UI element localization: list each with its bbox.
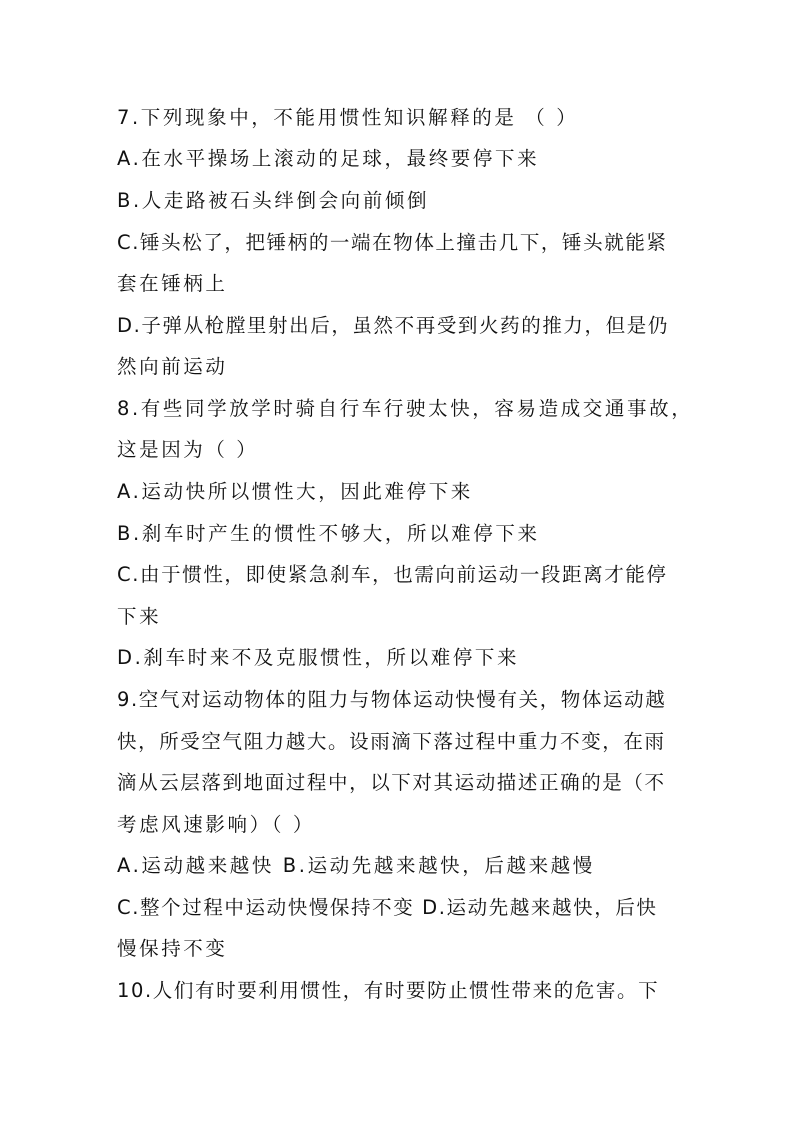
question-9-stem-line-3: 滴从云层落到地面过程中，以下对其运动描述正确的是（不: [117, 771, 666, 794]
question-7-option-d-cont: 然向前运动: [117, 355, 228, 378]
question-8-option-c: C.由于惯性，即使紧急刹车，也需向前运动一段距离才能停: [117, 563, 668, 586]
question-8-option-b: B.刹车时产生的惯性不够大，所以难停下来: [117, 522, 540, 545]
question-7-stem: 7.下列现象中，不能用惯性知识解释的是 （ ）: [117, 106, 579, 129]
question-8-option-a: A.运动快所以惯性大，因此难停下来: [117, 480, 473, 503]
question-7-option-c-cont: 套在锤柄上: [117, 272, 228, 295]
question-9-option-d-cont: 慢保持不变: [117, 937, 228, 960]
question-9-stem-line-1: 9.空气对运动物体的阻力与物体运动快慢有关，物体运动越: [117, 688, 667, 711]
question-7-option-b: B.人走路被石头绊倒会向前倾倒: [117, 189, 430, 212]
question-9-stem-line-2: 快，所受空气阻力越大。设雨滴下落过程中重力不变，在雨: [117, 730, 666, 753]
question-9-options-a-b: A.运动越来越快 B.运动先越来越快，后越来越慢: [117, 854, 595, 877]
question-7-option-c: C.锤头松了，把锤柄的一端在物体上撞击几下，锤头就能紧: [117, 231, 668, 254]
question-8-option-c-cont: 下来: [117, 605, 162, 628]
question-9-options-c-d: C.整个过程中运动快慢保持不变 D.运动先越来越快，后快: [117, 896, 658, 919]
question-8-option-d: D.刹车时来不及克服惯性，所以难停下来: [117, 646, 520, 669]
question-9-stem-line-4: 考虑风速影响）（ ）: [117, 813, 315, 836]
question-7-option-d: D.子弹从枪膛里射出后，虽然不再受到火药的推力，但是仍: [117, 314, 669, 337]
question-10-stem-line-1: 10.人们有时要利用惯性，有时要防止惯性带来的危害。下: [117, 979, 660, 1002]
question-8-stem-line-1: 8.有些同学放学时骑自行车行驶太快，容易造成交通事故，: [117, 397, 694, 420]
question-8-stem-line-2: 这是因为（ ）: [117, 438, 259, 461]
question-7-option-a: A.在水平操场上滚动的足球，最终要停下来: [117, 147, 540, 170]
